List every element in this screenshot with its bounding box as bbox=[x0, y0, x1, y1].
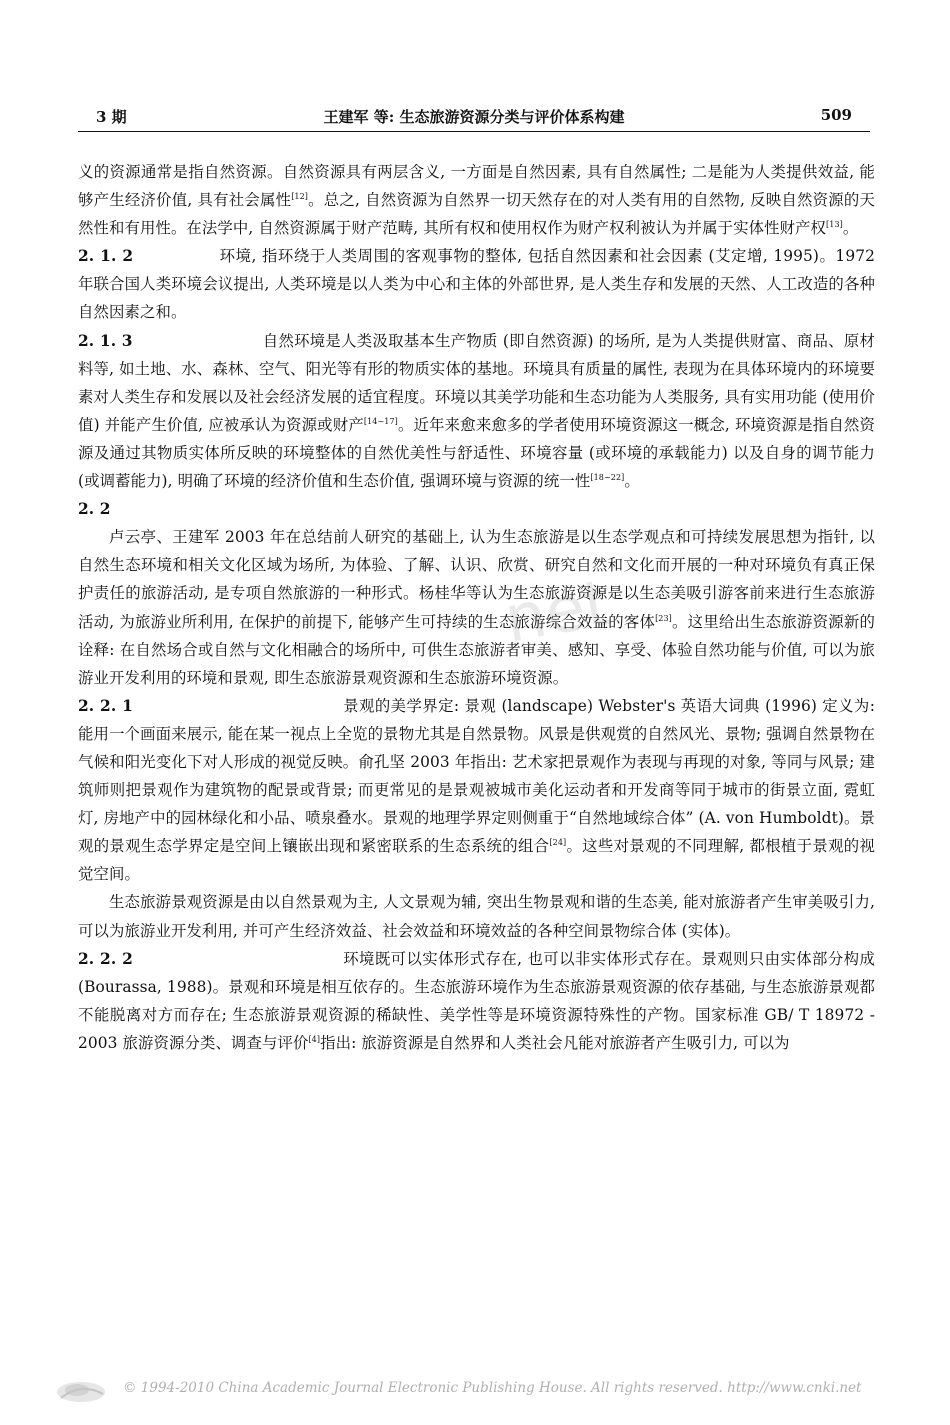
section-2-2-2: 2. 2. 2 环境既可以实体形式存在, 也可以非实体形式存在。景观则只由实体部分构成 (Bourassa, 1988)。景观和环境是相互依存的。生态旅游环境作为生态旅游景观资源的依存基础, 与生态旅游景观都不能脱离对方而存在; 生态旅游景观资源的稀缺性、美学性等是环境资源特殊性的产物。国家标准 GB/ T 18972 - 2003 旅游资源分类、调查与评价[4]指出: 旅游资源是自然界和人类社会凡能对旅游者产生吸引力, 可以为 bbox=[78, 949, 875, 1052]
section-2-1-3: 2. 1. 3 自然环境是人类汲取基本生产物质 (即自然资源) 的场所, 是为人类提供财富、商品、原材料等, 如土地、水、森林、空气、阳光等有形的物质实体的基地。环境具有质量的属性, 表现为在具体环境内的环境要素对人类生存和发展以及社会经济发展的适宜程度。环境以其美学功能和生态功能为人类服务, 具有实用功能 (使用价值) 并能产生价值, 应被承认为资源或财产[14~17]。近年来愈来愈多的学者使用环境资源这一概念, 环境资源是指自然资源及通过其物质实体所反映的环境整体的自然优美性与舒适性、环境容量 (或环境的承载能力) 以及自身的调节能力 (或调蓄能力), 明确了环境的经济价值和生态价值, 强调环境与资源的统一性[18~22]。 bbox=[78, 331, 875, 491]
paragraph-landscape-resource: 生态旅游景观资源是由以自然景观为主, 人文景观为辅, 突出生物景观和谐的生态美, 能对旅游者产生审美吸引力, 可以为旅游业开发利用, 并可产生经济效益、社会效益和环境效益的各种空间景物综合体 (实体)。 bbox=[78, 893, 875, 940]
paragraph-ecotourism-definition: 卢云亭、王建军 2003 年在总结前人研究的基础上, 认为生态旅游是以生态学观点和可持续发展思想为指针, 以自然生态环境和相关文化区域为场所, 为体验、了解、认识、欣赏、研究自然和文化而开展的一种对环境负有真正保护责任的旅游活动, 是专项自然旅游的一种形式。杨桂华等认为生态旅游资源是以生态美吸引游客前来进行生态旅游活动, 为旅游业所利用, 在保护的前提下, 能够产生可持续的生态旅游综合效益的客体[23]。这里给出生态旅游资源新的诠释: 在自然场合或自然与文化相融合的场所中, 可供生态旅游者审美、感知、享受、体验自然功能与价值, 可以为旅游业开发利用的环境和景观, 即生态旅游景观资源和生态旅游环境资源。 bbox=[78, 528, 875, 687]
article-body bbox=[78, 158, 875, 1057]
watermark: net bbox=[499, 566, 616, 658]
section-number: 2. 2. 1 bbox=[78, 696, 133, 715]
citation-4[interactable]: [4] bbox=[308, 1034, 321, 1044]
section-2-2 bbox=[78, 495, 875, 523]
cnki-logo-icon bbox=[55, 1378, 107, 1404]
section-number: 2. 2. 2 bbox=[78, 949, 133, 968]
citation-12[interactable]: [12] bbox=[291, 192, 309, 202]
citation-24[interactable]: [24] bbox=[549, 838, 567, 848]
issue-number: 3 期 bbox=[96, 108, 127, 126]
section-2-1-2: 2. 1. 2 环境, 指环绕于人类周围的客观事物的整体, 包括自然因素和社会因素 (艾定增, 1995)。1972 年联合国人类环境会议提出, 人类环境是以人类为中心和主体的外部世界, 是人类生存和发展的天然、人工改造的各种自然因素之和。 bbox=[78, 247, 876, 322]
header-rule bbox=[78, 131, 870, 132]
page-number: 509 bbox=[820, 106, 852, 124]
running-title: 王建军 等: 生态旅游资源分类与评价体系构建 bbox=[323, 108, 625, 126]
citation-18-22[interactable]: [18~22] bbox=[590, 473, 625, 483]
citation-13[interactable]: [13] bbox=[826, 220, 843, 230]
section-number: 2. 1. 3 bbox=[78, 331, 133, 350]
section-number: 2. 2 bbox=[78, 500, 111, 519]
citation-23[interactable]: [23] bbox=[655, 613, 672, 623]
running-header bbox=[78, 104, 870, 128]
section-number: 2. 1. 2 bbox=[78, 247, 134, 266]
citation-14-17[interactable]: [14~17] bbox=[363, 416, 398, 426]
copyright-footer bbox=[0, 1372, 950, 1412]
copyright-text: © 1994-2010 China Academic Journal Electronic Publishing House. All rights reserved. http://www.cnki.net bbox=[123, 1380, 862, 1396]
section-2-2-1: 2. 2. 1 景观的美学界定: 景观 (landscape) Webster's 英语大词典 (1996) 定义为: 能用一个画面来展示, 能在某一视点上全览的景物尤其是自然景物。风景是供观赏的自然风光、景物; 强调自然景物在气候和阳光变化下对人形成的视觉反映。俞孔坚 2003 年指出: 艺术家把景观作为表现与再现的对象, 等同与风景; 建筑师则把景观作为建筑物的配景或背景; 而更常见的是景观被城市美化运动者和开发商等同于城市的街景立面, 霓虹灯, 房地产中的园林绿化和小品、喷泉叠水。景观的地理学界定则侧重于“自然地域综合体” (A. von Humboldt)。景观的景观生态学界定是空间上镶嵌出现和紧密联系的生态系统的组合[24]。这些对景观的不同理解, 都根植于景观的视觉空间。 bbox=[78, 696, 875, 884]
paragraph-natural-resource: 义的资源通常是指自然资源。自然资源具有两层含义, 一方面是自然因素, 具有自然属性; 二是能为人类提供效益, 能够产生经济价值, 具有社会属性[12]。总之, 自然资源为自然界一切天然存在的对人类有用的自然物, 反映自然资源的天然性和有用性。在法学中, 自然资源属于财产范畴, 其所有权和使用权作为财产权利被认为并属于实体性财产权[13]。 bbox=[78, 163, 875, 238]
